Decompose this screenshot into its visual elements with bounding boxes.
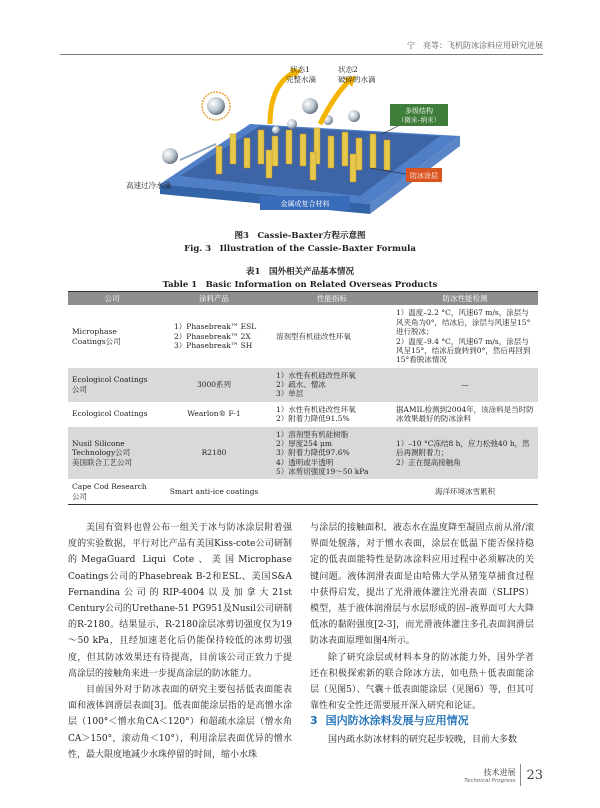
droplet-label: 高速过冷水滴 [126, 181, 171, 190]
paragraph: 与涂层的接触面积，液态水在温度降至凝固点前从滑/滚界面处脱落，对于憎水表面，涂层在低温下能否保持稳定的低表面能特性是防冰涂料应用过程中必须解决的关键问题。液体润滑表面是由哈佛大学从猪笼草捕食过程中获得启发，提出了光滑液体灌注光滑表面（SLIPS）模型，基于液体润滑层与水层形成的固–液界面可大大降低冰的黏附强度[2-3]，而光滑液体灌注多孔表面润滑层防冰表面原理如图4所示。 [310, 523, 534, 647]
page-footer [464, 764, 543, 786]
table-row: Ecologicol Coatings Wearlon® F-1 1）水性有机硅改性环氧 2）附着力降低91.5% 据AMIL检测到2004年，该涂料是当时防冰效果最好的防冰涂料 [72, 404, 534, 424]
header-rule [60, 54, 543, 55]
table-row: Ecologicol Coatings 公司 3000系列 1）水性有机硅改性环氧 2）疏水、憎冰 3）单层 — [68, 368, 538, 402]
body-right-column [310, 520, 534, 714]
figure3-caption-en: Fig. 3 Illustration of the Cassie-Baxter Formula [184, 244, 416, 254]
products-table [68, 291, 538, 505]
running-header: 宁 亮等：飞机防冰涂料应用研究进展 [407, 41, 543, 50]
state2-label: 状态2 [338, 65, 358, 74]
cassie-baxter-figure [120, 64, 480, 224]
multilevel-label: 多级结构 [405, 107, 433, 115]
substrate-label: 金属或复合材料 [280, 200, 330, 208]
table1-title-cn: 表1 国外相关产品基本情况 [246, 267, 354, 277]
paragraph: 目前国外对于防冰表面的研究主要包括低表面能表面和液体润滑层表面[3]。低表面能涂层指的是高憎水涂层（100°＜憎水角CA＜120°）和超疏水涂层（憎水角CA＞150°，滚动角＜10°），利用涂层表面优异的憎水性，最大限度地减少水珠停留的时间，缩小水珠 [68, 685, 292, 760]
section-first-line: 国内疏水防冰材料的研究起步较晚，目前大多数 [328, 735, 518, 745]
svg-text:（微米–纳米）: （微米–纳米） [397, 116, 441, 124]
svg-text:完整水滴: 完整水滴 [286, 75, 316, 84]
page-number: 23 [526, 767, 543, 783]
figure3-caption-cn: 图3 Cassie-Baxter方程示意图 [234, 231, 366, 241]
col-tests: 防冰性能检测 [392, 292, 538, 306]
col-company: 公司 [68, 292, 156, 306]
coating-label: 防冰涂层 [410, 172, 438, 180]
col-metrics: 性能指标 [272, 292, 392, 306]
section-heading: 3 国内防冰涂料发展与应用情况 [310, 714, 469, 727]
state1-label: 状态1 [290, 65, 310, 74]
paragraph: 除了研究涂层或材料本身的防冰能力外，国外学者还在积极探索新的联合除冰方法，如电热＋低表面能涂层（见图5）、气囊＋低表面能涂层（见图6）等，但其可靠性和安全性还需要展开深入研究和论证。 [310, 652, 534, 712]
svg-text:破碎的水滴: 破碎的水滴 [338, 75, 376, 84]
table1-title-en: Table 1 Basic Information on Related Overseas Products [162, 280, 438, 290]
body-left-column [68, 520, 292, 763]
journal-section-cn: 技术进展 [483, 767, 516, 777]
col-product: 涂料产品 [156, 292, 272, 306]
table-row: Microphase Coatings公司 1）Phasebreak™ ESL 2）Phasebreak™ 2X 3）Phasebreak™ SH 溶剂型有机硅改性环氧 1）温度–2.2 °C，风速67 m/s，涂层与风夹角为0°，结冰后，涂层与风速呈15°进行脱冰； 2）温度–9.4 °C，风速67 m/s，涂层与风呈15°，结冰后旋转到0°，然后再回到15°看脱冰情况 [72, 308, 531, 365]
table-row: Cape Cod Research 公司 Smart anti-ice coatings 海洋环境冰雪累积 [68, 479, 538, 504]
paragraph: 美国有资料也曾公布一组关于冰与防冰涂层附着强度的实验数据，平行对比产品有美国Kiss-cote公司研制的MegaGuard Liqui Cote、美国Microphase Coatings公司的Phasebreak B-2和ESL、美国S&A Fernandina公司的RIP-4004以及加拿大21st Century公司的Urethane-51 PG951及Nusil公司研制的R-2180。结果显示，R-2180涂层冰剪切强度仅为19～50 kPa，且经加速老化后仍能保持较低的冰剪切强度，但其防冰效果还有待提高，目前该公司正致力于提高涂层的接触角来进一步提高涂层的防冰能力。 [68, 523, 292, 679]
table-row: Nusil Silicone Technology公司 美国联合工艺公司 R2180 1）溶剂型有机硅树脂 2）厚度254 μm 3）附着力降低97.6% 4）透明或半透明 5）冰剪切强度19～50 kPa 1）–10 °C冻结8 h，应力松弛40 h，然后再测附着力； 2）正在提高接触角 [68, 427, 538, 480]
journal-section-en: Technical Progress [464, 777, 516, 784]
